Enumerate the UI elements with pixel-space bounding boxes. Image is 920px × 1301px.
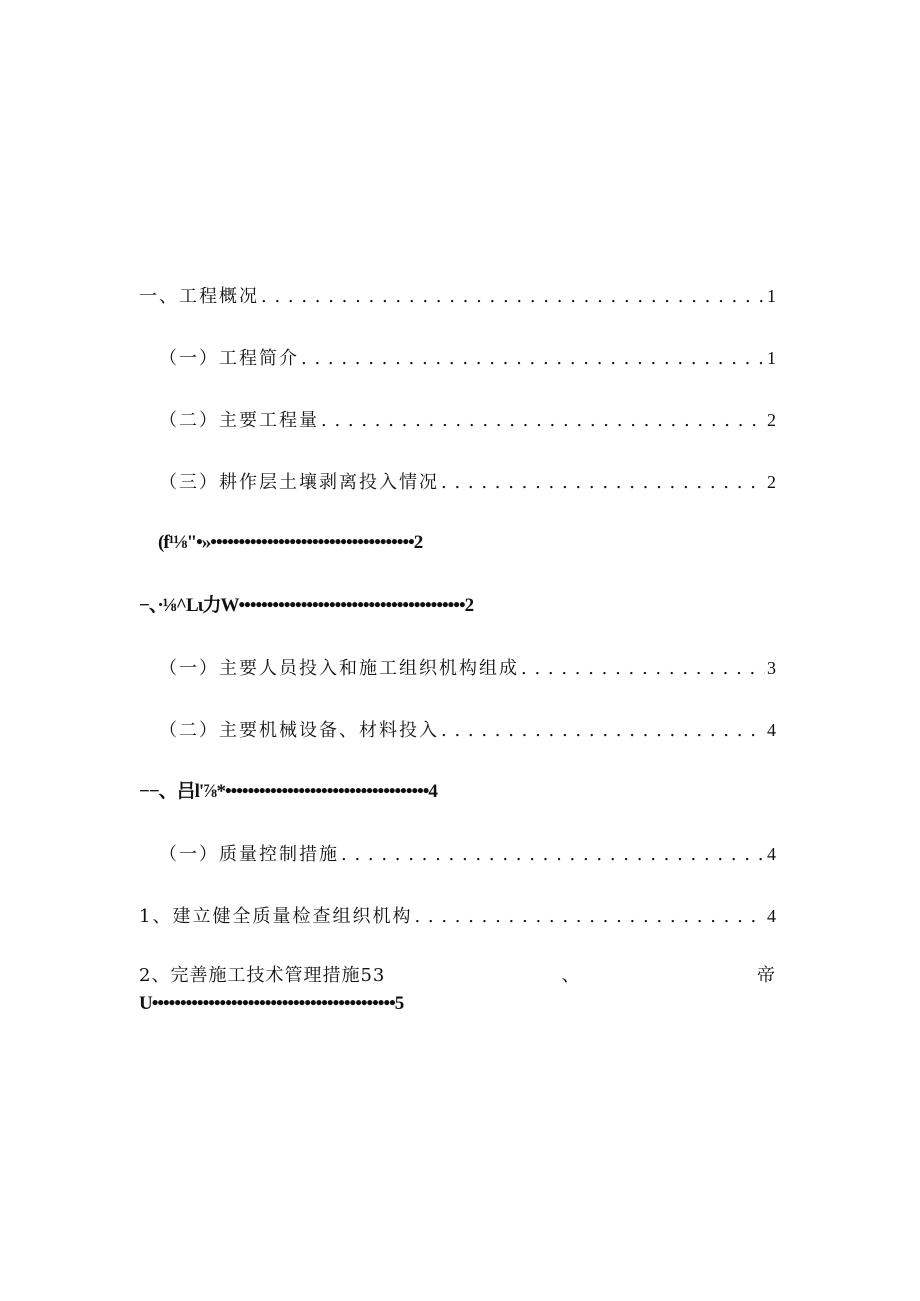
- toc-entry-label: U•••••••••••••••••••••••••••••••••••••••••••5: [139, 993, 404, 1014]
- toc-entry-personnel[interactable]: [159, 657, 776, 680]
- toc-entry-garbled-2[interactable]: [139, 595, 473, 617]
- toc-entry-project-intro[interactable]: [159, 347, 776, 370]
- toc-separator: 、: [561, 965, 581, 986]
- toc-page-number: 4: [767, 720, 776, 740]
- toc-entry-label: 一、工程概况: [139, 286, 259, 307]
- toc-entry-label: （一）质量控制措施: [159, 844, 339, 865]
- toc-leader-dots: [414, 906, 765, 928]
- toc-leader-dots: [321, 410, 765, 432]
- toc-leader-dots: [441, 720, 765, 742]
- toc-page-number: 1: [767, 348, 776, 368]
- toc-page-number: 4: [767, 906, 776, 926]
- toc-entry-label: (f¹⅛"•»••••••••••••••••••••••••••••••••••••2: [158, 532, 423, 553]
- toc-entry-label: 1、建立健全质量检查组织机构: [139, 906, 413, 927]
- toc-entry-main-quantities[interactable]: [159, 409, 776, 432]
- toc-entry-garbled-1[interactable]: [158, 532, 422, 554]
- toc-entry-label: （二）主要机械设备、材料投入: [159, 720, 439, 741]
- toc-entry-quality-organization[interactable]: [139, 905, 776, 928]
- toc-entry-label: （三）耕作层土壤剥离投入情况: [159, 472, 439, 493]
- toc-leader-dots: [441, 472, 765, 494]
- toc-leader-dots: [521, 658, 765, 680]
- toc-fragment: 帝: [756, 965, 776, 986]
- toc-entry-label: −、·⅛^Lι力W••••••••••••••••••••••••••••••••••••••••2: [139, 595, 474, 616]
- toc-leader-dots: [301, 348, 765, 370]
- toc-entry-topsoil-stripping[interactable]: [159, 471, 776, 494]
- toc-leader-dots: [261, 286, 765, 308]
- toc-page-number: 1: [767, 286, 776, 306]
- toc-entry-label: （二）主要工程量: [159, 410, 319, 431]
- toc-entry-quality-control[interactable]: [159, 843, 776, 866]
- toc-page-number: 3: [767, 658, 776, 678]
- toc-page-number: 4: [767, 844, 776, 864]
- toc-entry-label: 2、完善施工技术管理措施53: [139, 965, 386, 986]
- toc-leader-dots: [341, 844, 765, 866]
- toc-page-number: 2: [767, 410, 776, 430]
- toc-entry-technical-measures[interactable]: [139, 965, 776, 987]
- toc-entry-label: （一）主要人员投入和施工组织机构组成: [159, 658, 519, 679]
- toc-entry-garbled-3[interactable]: [139, 781, 437, 803]
- toc-entry-overview[interactable]: [139, 285, 776, 308]
- toc-entry-label: （一）工程简介: [159, 348, 299, 369]
- toc-entry-label: −−、吕l'⅞*••••••••••••••••••••••••••••••••••••4: [139, 781, 437, 802]
- toc-entry-machinery[interactable]: [159, 719, 776, 742]
- toc-page-number: 2: [767, 472, 776, 492]
- toc-entry-garbled-4[interactable]: [139, 993, 403, 1015]
